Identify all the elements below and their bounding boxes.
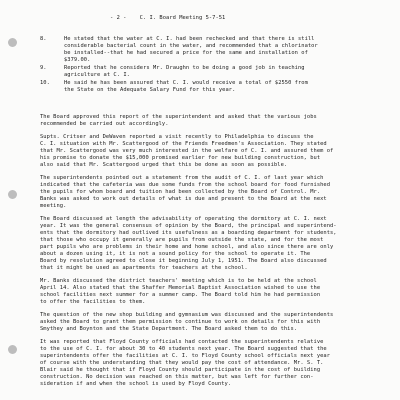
text-line: that those who occupy it generally are pupils from outside the state, and for the most bbox=[40, 237, 324, 243]
paragraph bbox=[40, 339, 390, 388]
text-line: ents that the dormitory had outlived its usefulness as a boarding department for students, bbox=[40, 230, 337, 236]
text-line: It was reported that Floyd County officials had contacted the superintendents relative bbox=[40, 339, 324, 345]
text-line: part pupils who are problems in their home and home school, and also since there are only bbox=[40, 244, 334, 250]
paragraphs bbox=[40, 114, 390, 388]
numbered-item bbox=[40, 65, 390, 79]
punch-hole bbox=[8, 190, 17, 199]
text-line: to offer the facilities to them. bbox=[40, 299, 146, 305]
text-line: Board by resolution agreed to close it beginning July 1, 1951. The Board also discussed bbox=[40, 258, 327, 264]
text-line: that Mr. Scattergood was very much interested in the welfare of C. I. and assured them of bbox=[40, 148, 334, 154]
text-line: school facilities next summer for a summer camp. The Board told him he had permission bbox=[40, 292, 321, 298]
text-line: The superintendents pointed out a statement from the audit of C. I. of last year which bbox=[40, 175, 324, 181]
text-line: April 14. Also stated that the Shaffer Memorial Baptist Association wished to use the bbox=[40, 285, 321, 291]
text-line: indicated that the cafeteria was due some funds from the school board for food furnished bbox=[40, 182, 330, 188]
text-line: Banks was asked to work out details of what is due and present to the Board at the next bbox=[40, 196, 327, 202]
numbered-item bbox=[40, 36, 390, 64]
document-text bbox=[40, 0, 390, 400]
text-line: that it might be used as apartments for teachers at the school. bbox=[40, 265, 248, 271]
paragraph bbox=[40, 114, 390, 128]
punch-hole bbox=[8, 345, 17, 354]
text-line: C. I. situation with Mr. Scattergood of the Friends Freedmen's Association. They stated bbox=[40, 141, 327, 147]
text-line: $379.00. bbox=[64, 57, 91, 63]
text-line: Smythey and Boynton and the State Department. The Board asked them to do this. bbox=[40, 326, 298, 332]
text-line: The question of the new shop building and gymnasium was discussed and the superintendents bbox=[40, 312, 334, 318]
text-line: superintendents offer the facilities at C. I. to Floyd County school officials next year bbox=[40, 353, 330, 359]
paragraph bbox=[40, 216, 390, 272]
text-line: of course with the understanding that they would pay the cost of attendance. Mr. S. T. bbox=[40, 360, 324, 366]
text-line: year. It was the general consensus of opinion by the Board, the principal and superintend- bbox=[40, 223, 337, 229]
text-line: agriculture at C. I. bbox=[64, 72, 130, 78]
text-line: construction. No decision was reached on this matter, but was left for further con- bbox=[40, 374, 314, 380]
text-line: Mr. Banks discussed the district teachers' meeting which is to be held at the school bbox=[40, 278, 317, 284]
text-line: considerable bacterial count in the water, and recommended that a chlorinator bbox=[64, 43, 318, 49]
text-line: about a dozen using it, it is not a sound policy for the school to operate it. The bbox=[40, 251, 311, 257]
item-number: 10. bbox=[40, 80, 50, 86]
page-header: - 2 - C. I. Board Meeting 5-7-51 bbox=[110, 15, 226, 21]
text-line: sideration if and when the school is used by Floyd County. bbox=[40, 381, 232, 387]
item-number: 8. bbox=[40, 36, 47, 42]
paragraph bbox=[40, 278, 390, 306]
text-line: Supts. Critser and DeWaven reported a visit recently to Philadelphia to discuss the bbox=[40, 134, 314, 140]
paragraph bbox=[40, 175, 390, 210]
text-line: Blair said he thought that if Floyd County should participate in the cost of building bbox=[40, 367, 321, 373]
text-line: also said that Mr. Scattergood urged that this be done as soon as possible. bbox=[40, 162, 288, 168]
text-line: meeting. bbox=[40, 203, 67, 209]
punch-hole bbox=[8, 38, 17, 47]
text-line: the State on the Adequate Salary Fund for this year. bbox=[64, 87, 236, 93]
text-line: be installed--that he had secured a price for the same and installation of bbox=[64, 50, 308, 56]
paragraph bbox=[40, 312, 390, 333]
text-line: asked the Board to grant them permission to continue to work on details for this with bbox=[40, 319, 321, 325]
text-line: Reported that he considers Mr. Draughn to be doing a good job in teaching bbox=[64, 65, 305, 71]
paragraph bbox=[40, 134, 390, 169]
text-line: He stated that the water at C. I. had been rechecked and that there is still bbox=[64, 36, 315, 42]
text-line: The Board approved this report of the superintendent and asked that the various jobs bbox=[40, 114, 317, 120]
text-line: to the use of C. I. for about 30 to 40 students next year. The Board suggested that the bbox=[40, 346, 327, 352]
text-line: He said he has been assured that C. I. would receive a total of $2550 from bbox=[64, 80, 308, 86]
text-line: The Board discussed at length the advisability of operating the dormitory at C. I. next bbox=[40, 216, 327, 222]
item-number: 9. bbox=[40, 65, 47, 71]
text-line: his promise to donate the $15,000 promised earlier for new building construction, but bbox=[40, 155, 321, 161]
numbered-item bbox=[40, 80, 390, 94]
text-line: the pupils for whom board and tuition had been collected by the Board of Control. Mr. bbox=[40, 189, 321, 195]
text-line: recommended be carried out accordingly. bbox=[40, 121, 169, 127]
numbered-items bbox=[40, 36, 390, 94]
